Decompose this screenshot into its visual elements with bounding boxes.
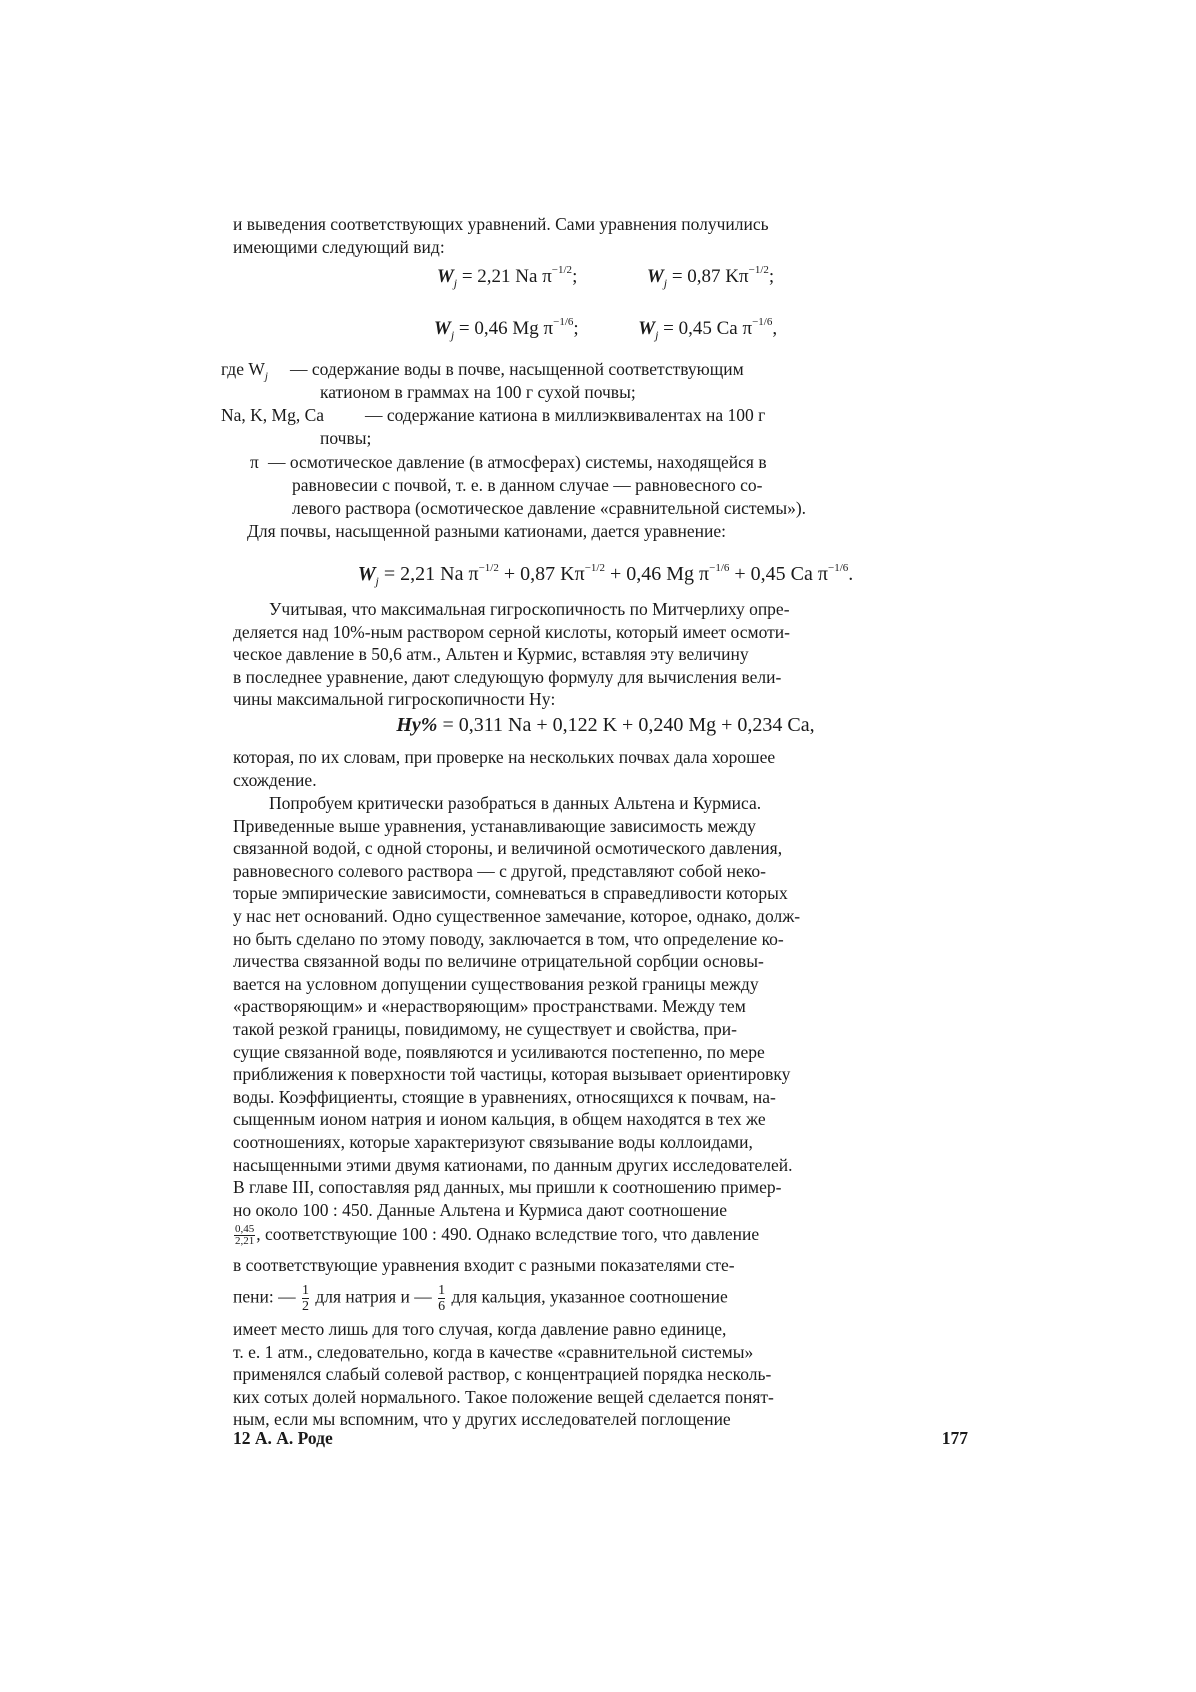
text-line: равновесии с почвой, т. е. в данном случае — равновесного со- xyxy=(292,475,763,495)
equation-subscript: j xyxy=(663,275,668,290)
legend-pi-definition xyxy=(268,451,978,474)
legend-term: π xyxy=(250,452,259,472)
fraction-numerator: 0,45 xyxy=(235,1223,255,1236)
fraction-denominator: 2,21 xyxy=(235,1235,255,1248)
equation-exponent: −1/6 xyxy=(827,562,849,574)
text-line: имеет место лишь для того случая, когда давление равно единице, xyxy=(233,1319,727,1339)
text-line: — содержание воды в почве, насыщенной соответствующим xyxy=(290,359,744,379)
text-line: Попробуем критически разобраться в данных Альтена и Курмиса. xyxy=(269,793,762,813)
text-line: в последнее уравнение, дают следующую формулу для вычисления вели- xyxy=(233,666,782,687)
exponents-line-1 xyxy=(233,1254,978,1277)
equation-exponent: −1/6 xyxy=(752,316,773,328)
equation-end: ; xyxy=(768,266,775,287)
text-line: Учитывая, что максимальная гигроскопичность по Митчерлиху опре- xyxy=(269,599,790,619)
text-line: Приведенные выше уравнения, устанавливающие зависимость между xyxy=(233,815,756,836)
equation-subscript: j xyxy=(453,275,458,290)
equation-term: + 0,45 Ca π xyxy=(729,563,828,585)
legend-term: Na, K, Mg, Ca xyxy=(221,405,325,425)
critique-paragraph xyxy=(233,792,978,1221)
text-line: «растворяющим» и «нерастворяющим» пространствами. Между тем xyxy=(233,996,746,1017)
equation-term: = 2,21 Na π xyxy=(378,563,479,585)
text-line: , соответствующие 100 : 490. Однако вследствие того, что давление xyxy=(256,1224,760,1244)
equation-exponent: −1/2 xyxy=(551,264,573,276)
text-line: равновесного солевого раствора — с другой, представляют собой неко- xyxy=(233,860,766,881)
equation-rhs: = 0,311 Na + 0,122 K + 0,240 Mg + 0,234 Ca, xyxy=(437,714,815,736)
legend-cation-definition-cont xyxy=(320,427,371,450)
legend-pi-term xyxy=(250,451,259,474)
equation-subscript: j xyxy=(655,327,659,342)
legend-w-term xyxy=(221,358,268,388)
exponents-line-2 xyxy=(233,1283,978,1314)
text-line: которая, по их словам, при проверке на нескольких почвах дала хорошее xyxy=(233,747,776,767)
text-line: воды. Коэффициенты, стоящие в уравнениях, относящихся к почвам, на- xyxy=(233,1086,776,1107)
text-line: — содержание катиона в миллиэквивалентах на 100 г xyxy=(365,405,766,425)
text-line: связанной водой, с одной стороны, и величиной осмотического давления, xyxy=(233,838,783,859)
text-line: катионом в граммах на 100 г сухой почвы; xyxy=(320,382,636,402)
equation-rhs: = 0,45 Ca π xyxy=(658,318,753,339)
equation-na xyxy=(436,264,582,290)
signature-mark: 12 А. А. Роде xyxy=(233,1428,333,1448)
equation-variable: W xyxy=(638,318,656,339)
text-line: деляется над 10%-ным раствором серной кислоты, который имеет осмоти- xyxy=(233,621,790,642)
equation-row-1 xyxy=(233,264,978,291)
legend-cation-term xyxy=(221,404,324,427)
equation-end: ; xyxy=(573,318,579,339)
text-line: имеющими следующий вид: xyxy=(233,236,445,257)
legend-cation-definition xyxy=(365,404,978,427)
equation-variable: W xyxy=(646,266,664,287)
equation-end: ; xyxy=(572,266,578,287)
legend-w-definition-cont xyxy=(320,381,978,404)
mixed-cation-paragraph xyxy=(233,520,978,543)
text-line: приближения к поверхности той частицы, которая вызывает ориентировку xyxy=(233,1064,791,1085)
text-line: ких сотых долей нормального. Такое положение вещей сделается понят- xyxy=(233,1386,774,1407)
equation-subscript: j xyxy=(450,327,455,342)
equation-hy xyxy=(233,714,978,737)
text-line: т. е. 1 атм., следовательно, когда в качестве «сравнительной системы» xyxy=(233,1341,754,1362)
text-line: торые эмпирические зависимости, сомневаться в справедливости которых xyxy=(233,883,788,904)
ratio-fraction xyxy=(234,1224,255,1247)
fraction-sixth xyxy=(438,1283,445,1314)
equation-k xyxy=(646,264,775,290)
text-line: но около 100 : 450. Данные Альтена и Курмиса дают соотношение xyxy=(233,1199,728,1220)
legend-pi-definition-cont xyxy=(292,474,978,519)
equation-exponent: −1/6 xyxy=(709,562,730,574)
equation-mixed xyxy=(233,562,978,589)
legend-term: где W xyxy=(221,359,265,379)
mitscherlich-paragraph xyxy=(233,598,978,711)
fraction-denominator: 6 xyxy=(438,1299,446,1314)
ratio-line xyxy=(233,1223,978,1247)
text-line: схождение. xyxy=(233,769,317,790)
equation-variable: W xyxy=(433,318,451,339)
text-fragment: для кальция, указанное соотношение xyxy=(451,1286,728,1307)
page-number: 177 xyxy=(941,1428,968,1448)
equation-exponent: −1/2 xyxy=(584,562,605,574)
text-line: личества связанной воды по величине отрицательной сорбции основы- xyxy=(233,951,764,972)
legend-w-definition xyxy=(290,358,978,381)
equation-variable: Hy% xyxy=(396,714,438,736)
text-line: и выведения соответствующих уравнений. Сами уравнения получились xyxy=(233,214,769,234)
text-line: применялся слабый солевой раствор, с концентрацией порядка несколь- xyxy=(233,1364,772,1385)
text-line: чины максимальной гигроскопичности Hy: xyxy=(233,689,556,710)
equation-term: + 0,87 Kπ xyxy=(498,563,585,585)
equation-variable: W xyxy=(357,563,376,585)
final-paragraph xyxy=(233,1318,978,1431)
text-line: левого раствора (осмотическое давление «сравнительной системы»). xyxy=(292,497,807,518)
text-line: вается на условном допущении существования резкой границы между xyxy=(233,973,759,994)
fraction-denominator: 2 xyxy=(301,1299,309,1314)
text-line: такой резкой границы, повидимому, не существует и свойства, при- xyxy=(233,1018,738,1039)
equation-rhs: = 2,21 Na π xyxy=(457,266,552,287)
equation-subscript: j xyxy=(375,574,379,588)
text-line: сущие связанной воде, появляются и усиливаются постепенно, по мере xyxy=(233,1041,765,1062)
text-fragment: для натрия и — xyxy=(315,1286,432,1307)
text-line: В главе III, сопоставляя ряд данных, мы пришли к соотношению пример- xyxy=(233,1177,782,1198)
equation-rhs: = 0,46 Mg π xyxy=(454,318,554,339)
fraction-half xyxy=(302,1283,309,1314)
intro-paragraph xyxy=(233,213,978,258)
equation-exponent: −1/6 xyxy=(553,316,574,328)
after-hy-paragraph xyxy=(233,746,978,791)
legend-subscript: j xyxy=(264,370,268,383)
equation-variable: W xyxy=(436,266,454,287)
text-line: Для почвы, насыщенной разными катионами, дается уравнение: xyxy=(247,521,726,541)
equation-exponent: −1/2 xyxy=(478,562,499,574)
text-line: почвы; xyxy=(320,428,372,448)
equation-end: . xyxy=(848,563,854,585)
text-line: насыщенными этими двумя катионами, по данным других исследователей. xyxy=(233,1154,793,1175)
text-line: сыщенным ионом натрия и ионом кальция, в общем находятся в тех же xyxy=(233,1109,766,1130)
equation-rhs: = 0,87 Kπ xyxy=(667,266,749,287)
text-line: у нас нет оснований. Одно существенное замечание, которое, однако, долж- xyxy=(233,905,801,926)
text-fragment: пени: — xyxy=(233,1286,296,1307)
equation-end: , xyxy=(772,318,778,339)
text-line: — осмотическое давление (в атмосферах) системы, находящейся в xyxy=(268,452,767,472)
text-line: но быть сделано по этому поводу, заключается в том, что определение ко- xyxy=(233,928,784,949)
equation-exponent: −1/2 xyxy=(748,264,769,276)
equation-mg xyxy=(433,316,584,342)
equation-term: + 0,46 Mg π xyxy=(604,563,710,585)
equation-row-2 xyxy=(233,316,978,343)
fraction-numerator: 1 xyxy=(438,1283,446,1298)
text-line: соотношениях, которые характеризуют связывание воды коллоидами, xyxy=(233,1131,753,1152)
text-line: ческое давление в 50,6 атм., Альтен и Курмис, вставляя эту величину xyxy=(233,644,749,665)
text-line: в соответствующие уравнения входит с разными показателями сте- xyxy=(233,1255,735,1275)
equation-ca xyxy=(638,316,778,342)
fraction-numerator: 1 xyxy=(301,1283,309,1298)
text-line: ным, если мы вспомним, что у других исследователей поглощение xyxy=(233,1409,731,1430)
